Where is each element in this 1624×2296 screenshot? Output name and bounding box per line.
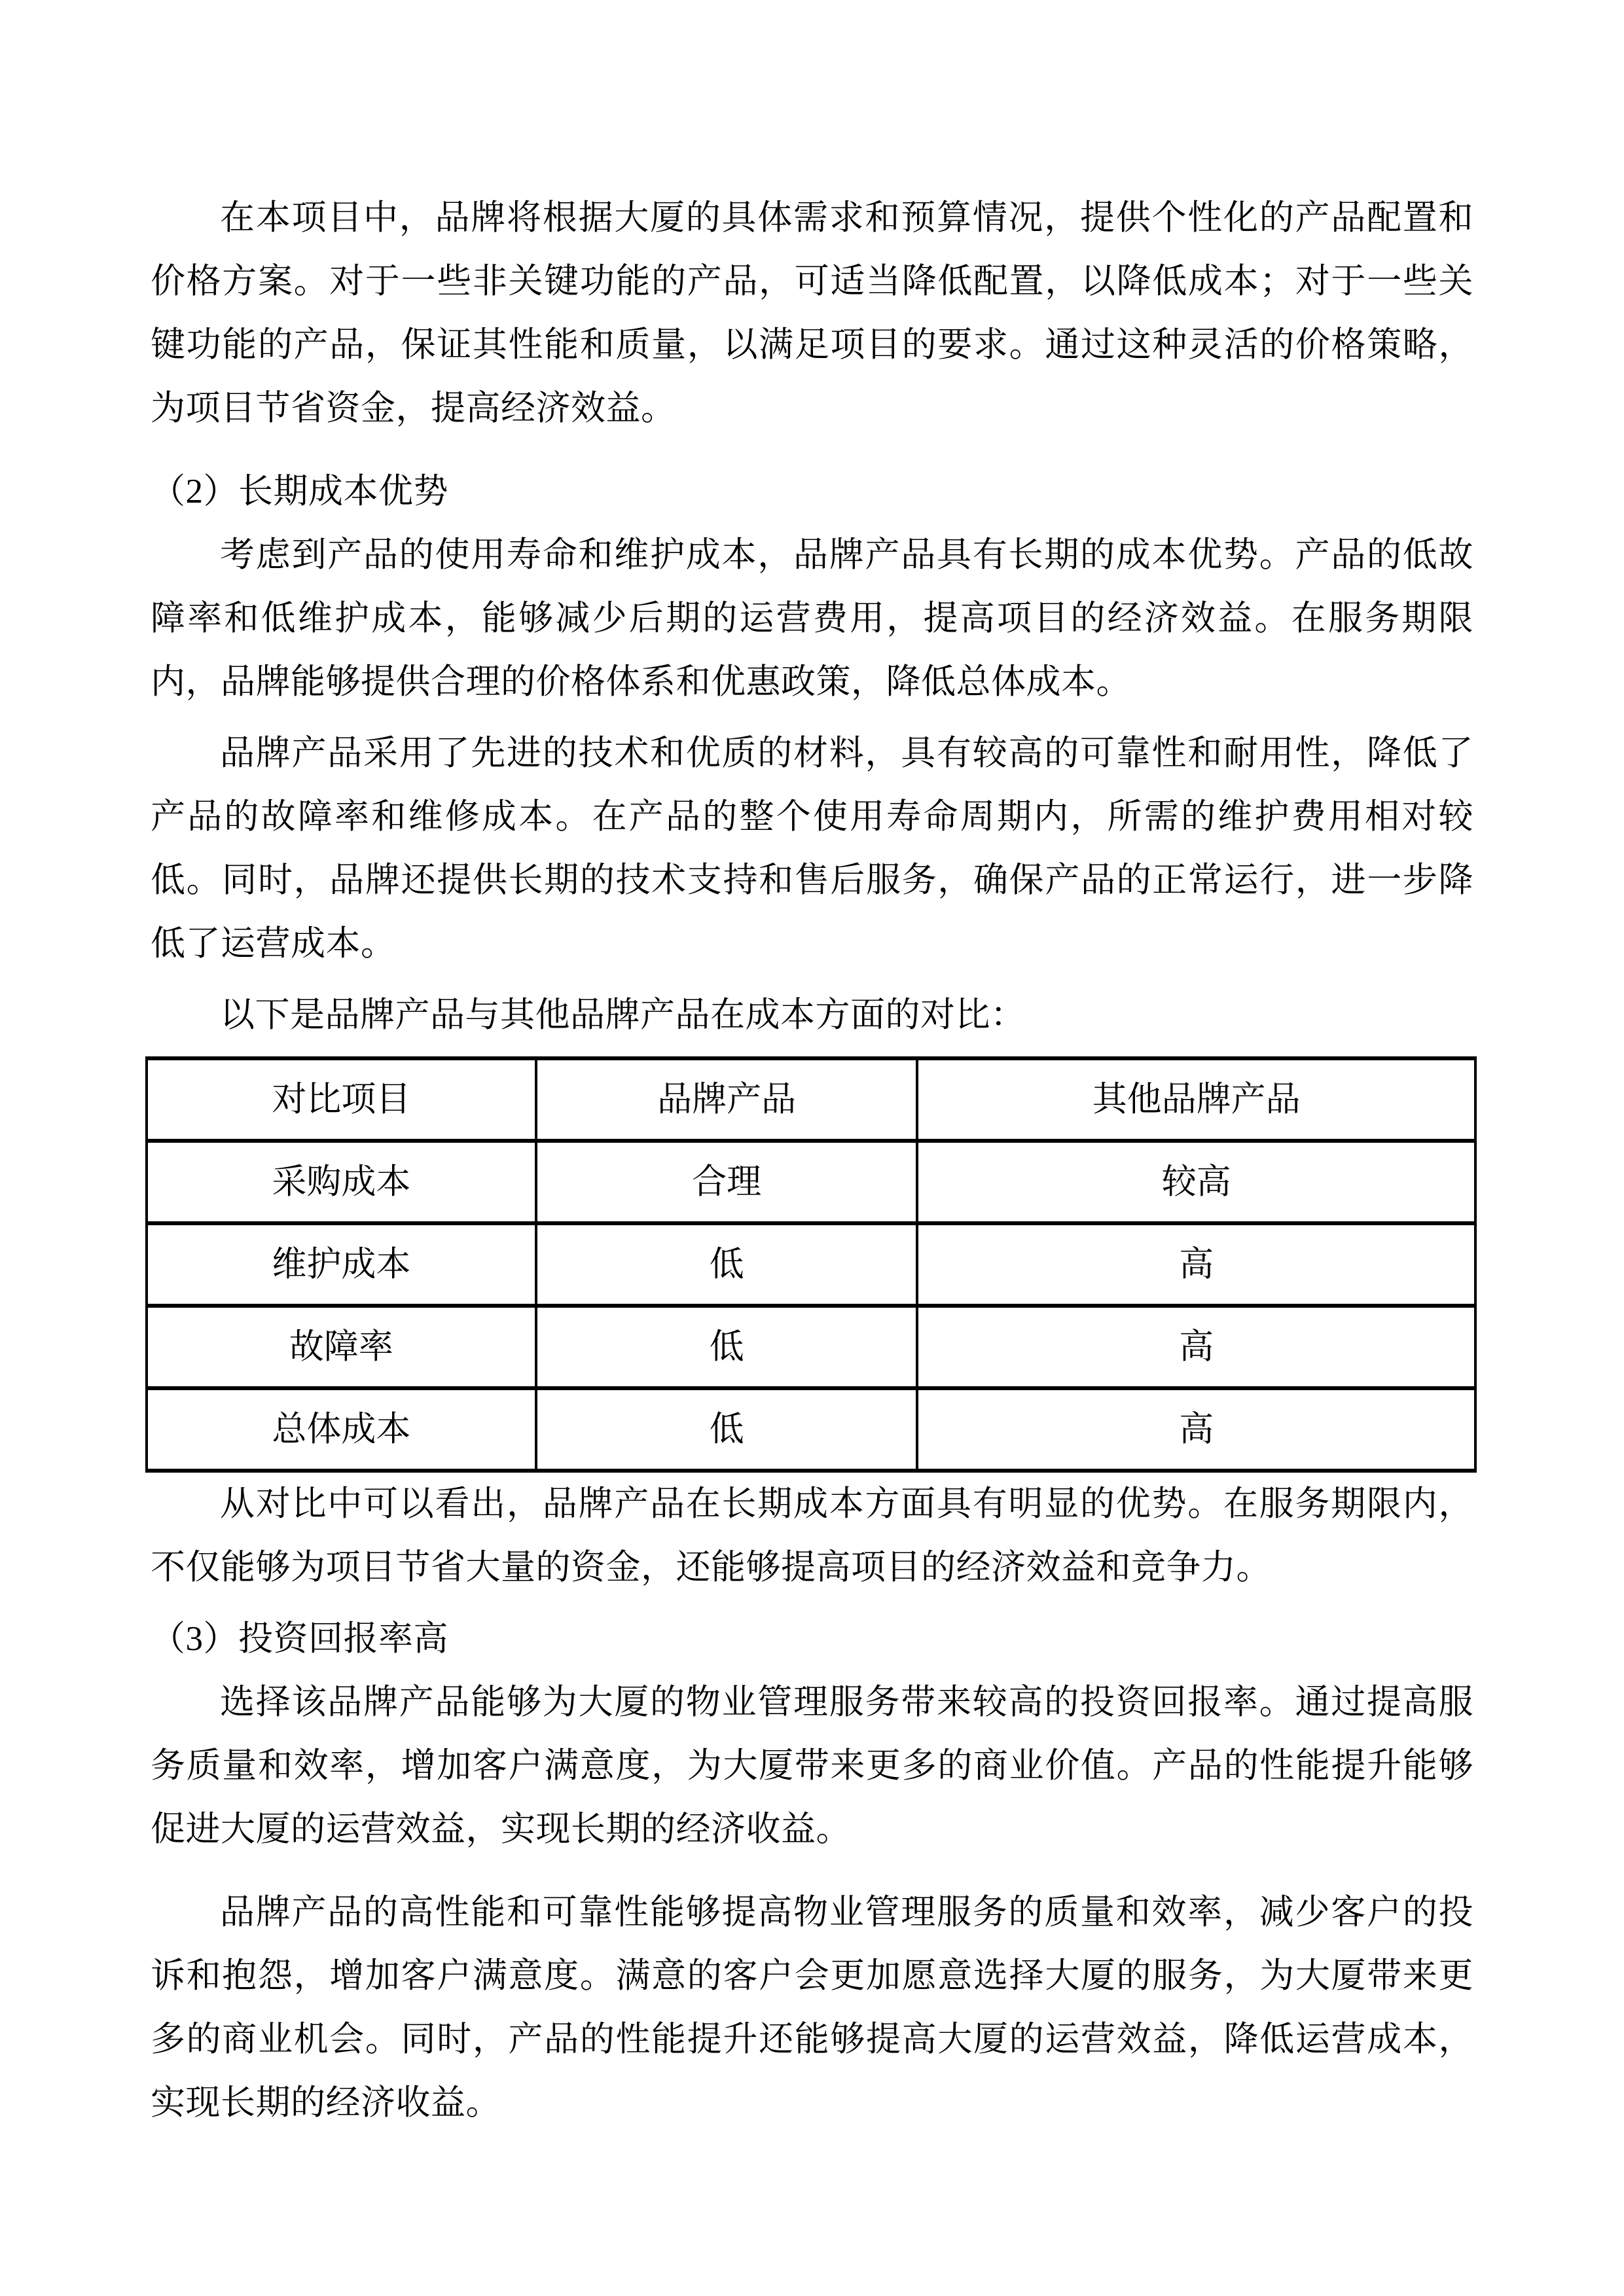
cost-comparison-table: [145, 1056, 1477, 1473]
table-row-maintenance-cost: [147, 1223, 1475, 1306]
table-cell-others: 较高: [917, 1141, 1475, 1223]
paragraph-flexible-pricing: 在本项目中，品牌将根据大厦的具体需求和预算情况，提供个性化的产品配置和价格方案。对于一些非关键功能的产品，可适当降低配置，以降低成本；对于一些关键功能的产品，保证其性能和质量，以满足项目的要求。通过这种灵活的价格策略，为项目节省资金，提高经济效益。: [151, 199, 1473, 427]
table-header-cell-item: 对比项目: [147, 1058, 536, 1141]
table-row-overall-cost: [147, 1388, 1475, 1471]
table-cell-brand: 低: [536, 1223, 918, 1306]
paragraph-roi-benefits: 选择该品牌产品能够为大厦的物业管理服务带来较高的投资回报率。通过提高服务质量和效率，增加客户满意度，为大厦带来更多的商业价值。产品的性能提升能够促进大厦的运营效益，实现长期的经济收益。: [151, 1683, 1473, 1848]
paragraph-table-intro: 以下是品牌产品与其他品牌产品在成本方面的对比：: [220, 996, 1026, 1034]
table-row-failure-rate: [147, 1306, 1475, 1388]
table-cell-brand: 合理: [536, 1141, 918, 1223]
paragraph-lifecycle-cost: 考虑到产品的使用寿命和维护成本，品牌产品具有长期的成本优势。产品的低故障率和低维护成本，能够减少后期的运营费用，提高项目的经济效益。在服务期限内，品牌能够提供合理的价格体系和优惠政策，降低总体成本。: [151, 536, 1473, 701]
heading-long-term-cost-advantage: （2）长期成本优势: [151, 473, 448, 511]
table-row-procurement-cost: [147, 1141, 1475, 1223]
document-content: [151, 187, 1473, 2135]
table-header-cell-others: 其他品牌产品: [917, 1058, 1475, 1141]
paragraph-comparison-conclusion: 从对比中可以看出，品牌产品在长期成本方面具有明显的优势。在服务期限内，不仅能够为项目节省大量的资金，还能够提高项目的经济效益和竞争力。: [151, 1485, 1473, 1587]
table-header-row: [147, 1058, 1475, 1141]
table-cell-item: 维护成本: [147, 1223, 536, 1306]
table-header-cell-brand: 品牌产品: [536, 1058, 918, 1141]
table-cell-item: 总体成本: [147, 1388, 536, 1471]
table-cell-others: 高: [917, 1388, 1475, 1471]
paragraph-reliability-materials: 品牌产品采用了先进的技术和优质的材料，具有较高的可靠性和耐用性，降低了产品的故障率和维修成本。在产品的整个使用寿命周期内，所需的维护费用相对较低。同时，品牌还提供长期的技术支持和售后服务，确保产品的正常运行，进一步降低了运营成本。: [151, 734, 1473, 963]
paragraph-customer-satisfaction: 品牌产品的高性能和可靠性能够提高物业管理服务的质量和效率，减少客户的投诉和抱怨，增加客户满意度。满意的客户会更加愿意选择大厦的服务，为大厦带来更多的商业机会。同时，产品的性能提升还能够提高大厦的运营效益，降低运营成本，实现长期的经济收益。: [151, 1893, 1473, 2122]
heading-roi: （3）投资回报率高: [151, 1620, 448, 1658]
table-cell-brand: 低: [536, 1388, 918, 1471]
table-cell-others: 高: [917, 1306, 1475, 1388]
table-cell-brand: 低: [536, 1306, 918, 1388]
table-cell-others: 高: [917, 1223, 1475, 1306]
table-cell-item: 故障率: [147, 1306, 536, 1388]
table-cell-item: 采购成本: [147, 1141, 536, 1223]
